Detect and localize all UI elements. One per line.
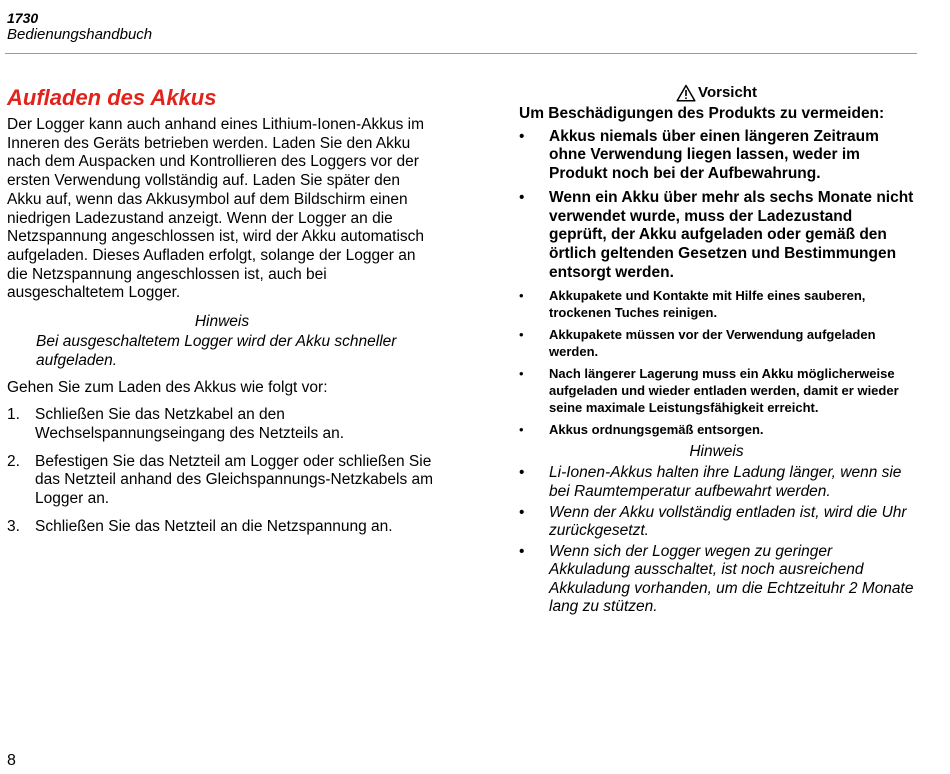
list-item-text: Akkus ordnungsgemäß entsorgen. bbox=[549, 422, 764, 438]
step-text: Schließen Sie das Netzkabel an den Wechselspannungseingang des Netzteils an. bbox=[35, 406, 345, 442]
header-model: 1730 bbox=[7, 10, 39, 26]
list-item-text: Akkus niemals über einen längeren Zeitraum ohne Verwendung liegen lassen, weder im Produkt noch bei der Aufbewahrung. bbox=[549, 127, 879, 183]
bullet: • bbox=[519, 366, 524, 382]
list-item-text: Wenn der Akku vollständig entladen ist, wird die Uhr zurückgesetzt. bbox=[549, 503, 907, 539]
bullet: • bbox=[519, 464, 525, 482]
header-divider bbox=[5, 53, 917, 54]
section-paragraph: Der Logger kann auch anhand eines Lithium-Ionen-Akkus im Inneren des Geräts betrieben werden. Laden Sie den Akku nach dem Auspacken und Kontrollieren des Loggers vor der ersten Verwendung vollständig auf. Laden Sie später den Akku auf, wenn das Akkusymbol auf dem Bildschirm einen niedrigen Ladezustand anzeigt. Wenn der Logger an die Netzspannung angeschlossen ist, wird der Akku automatisch aufgeladen. Dieses Aufladen erfolgt, solange der Logger an die Netzspannung angeschlossen ist, auch bei ausgeschaltetem Logger. bbox=[7, 116, 425, 302]
caution-title: Vorsicht bbox=[698, 84, 757, 101]
list-item bbox=[519, 504, 914, 540]
list-item-text: Li-Ionen-Akkus halten ihre Ladung länger, wenn sie bei Raumtemperatur aufbewahrt werden. bbox=[549, 464, 902, 500]
caution-heading bbox=[519, 84, 914, 102]
list-item bbox=[519, 421, 914, 438]
list-item bbox=[519, 326, 914, 360]
bullet: • bbox=[519, 503, 525, 521]
page-header bbox=[7, 10, 152, 44]
bullet: • bbox=[519, 327, 524, 343]
step-number: 1. bbox=[7, 406, 20, 424]
section-title: Aufladen des Akkus bbox=[7, 85, 217, 110]
bullet: • bbox=[519, 127, 525, 145]
list-item bbox=[519, 543, 914, 616]
list-item bbox=[519, 464, 914, 500]
step-item bbox=[7, 453, 437, 509]
bullet: • bbox=[519, 288, 524, 304]
list-item-text: Wenn sich der Logger wegen zu geringer Akkuladung ausschaltet, ist noch ausreichend Akkuladung vorhanden, um die Echtzeituhr 2 Monate lang zu stützen. bbox=[549, 543, 914, 615]
list-item bbox=[519, 287, 914, 321]
list-item bbox=[519, 128, 914, 184]
page-number: 8 bbox=[7, 752, 16, 769]
bullet: • bbox=[519, 422, 524, 438]
right-column bbox=[519, 84, 914, 619]
caution-intro: Um Beschädigungen des Produkts zu vermeiden: bbox=[519, 105, 885, 122]
note-list bbox=[519, 464, 914, 616]
steps-intro: Gehen Sie zum Laden des Akkus wie folgt vor: bbox=[7, 379, 328, 397]
header-manual-title: Bedienungshandbuch bbox=[7, 26, 153, 43]
step-number: 2. bbox=[7, 452, 20, 470]
list-item bbox=[519, 189, 914, 283]
list-item bbox=[519, 365, 914, 416]
bullet: • bbox=[519, 543, 525, 561]
list-item-text: Wenn ein Akku über mehr als sechs Monate nicht verwendet wurde, muss der Ladezustand geprüft, der Akku aufgeladen oder gemäß den örtlich geltenden Gesetzen und Bestimmungen entsorgt werden. bbox=[549, 188, 914, 281]
caution-list-large bbox=[519, 128, 914, 283]
steps-list bbox=[7, 406, 437, 536]
step-item bbox=[7, 518, 437, 537]
step-text: Befestigen Sie das Netzteil am Logger oder schließen Sie das Netzteil anhand des Gleichspannungs-Netzkabels am Logger an. bbox=[35, 452, 434, 507]
note-title: Hinweis bbox=[194, 313, 250, 331]
step-item bbox=[7, 406, 437, 443]
bullet: • bbox=[519, 188, 525, 206]
left-column bbox=[7, 84, 437, 545]
list-item-text: Akkupakete und Kontakte mit Hilfe eines sauberen, trockenen Tuches reinigen. bbox=[549, 288, 866, 321]
step-text: Schließen Sie das Netzteil an die Netzspannung an. bbox=[35, 517, 393, 535]
warning-triangle-icon bbox=[676, 84, 696, 102]
note-text: Bei ausgeschaltetem Logger wird der Akku schneller aufgeladen. bbox=[36, 333, 397, 369]
list-item-text: Akkupakete müssen vor der Verwendung aufgeladen werden. bbox=[549, 327, 876, 360]
caution-list-small bbox=[519, 287, 914, 438]
step-number: 3. bbox=[7, 517, 20, 535]
list-item-text: Nach längerer Lagerung muss ein Akku möglicherweise aufgeladen und wieder entladen werden, damit er wieder seine maximale Leistungsfähigkeit erreicht. bbox=[549, 366, 899, 416]
note-title: Hinweis bbox=[689, 443, 744, 461]
